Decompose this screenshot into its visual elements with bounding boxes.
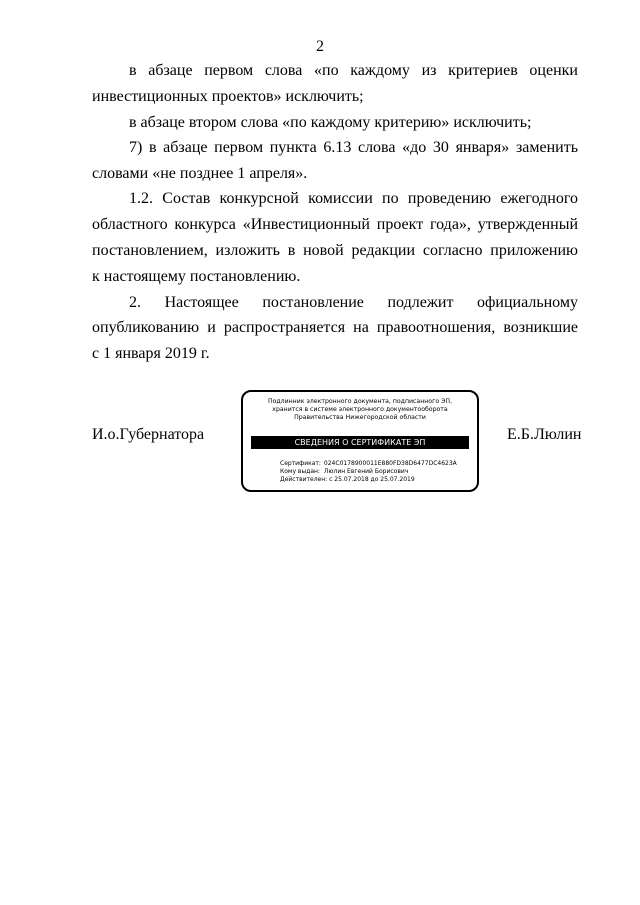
issued-to-label: Кому выдан: — [280, 468, 320, 476]
stamp-header-line: хранится в системе электронного документооборота — [272, 406, 448, 413]
paragraph-line: 2. Настоящее постановление подлежит официальному — [129, 294, 578, 311]
paragraph-line: с 1 января 2019 г. — [92, 345, 210, 362]
validity-label: Действителен: — [280, 476, 328, 484]
paragraph-line: в абзаце втором слова «по каждому критерию» исключить; — [129, 114, 532, 131]
validity-value: с 25.07.2018 до 25.07.2019 — [329, 476, 415, 484]
paragraph-line: постановлением, изложить в новой редакции согласно приложению — [92, 242, 578, 259]
validity-row — [280, 476, 457, 484]
stamp-details — [280, 460, 457, 485]
issued-to-row — [280, 468, 457, 476]
issued-to-value: Люлин Евгений Борисович — [323, 468, 409, 476]
paragraph-line: областного конкурса «Инвестиционный проект года», утвержденный — [92, 216, 578, 233]
paragraph-line: 1.2. Состав конкурсной комиссии по проведению ежегодного — [129, 190, 578, 207]
paragraph-line: 7) в абзаце первом пункта 6.13 слова «до 30 января» заменить — [129, 139, 578, 156]
signer-title: И.о.Губернатора — [92, 426, 205, 443]
paragraph-line: инвестиционных проектов» исключить; — [92, 88, 364, 105]
paragraph-line: опубликованию и распространяется на правоотношения, возникшие — [92, 319, 578, 336]
certificate-value: 024C0178900011E880FD38D6477DC4623A — [323, 460, 457, 467]
stamp-header-line: Подлинник электронного документа, подписанного ЭП, — [267, 398, 453, 405]
stamp-header-line: Правительства Нижегородской области — [294, 414, 426, 421]
paragraph-line: к настоящему постановлению. — [92, 268, 301, 285]
certificate-label: Сертификат: — [280, 460, 321, 467]
paragraph-line: в абзаце первом слова «по каждому из критериев оценки — [129, 62, 578, 79]
certificate-row — [280, 460, 457, 468]
paragraph-line: словами «не позднее 1 апреля». — [92, 165, 308, 182]
signer-name: Е.Б.Люлин — [507, 426, 582, 443]
stamp-banner: СВЕДЕНИЯ О СЕРТИФИКАТЕ ЭП — [251, 436, 469, 449]
page-number: 2 — [316, 38, 324, 55]
electronic-signature-stamp — [241, 390, 479, 492]
stamp-header — [243, 398, 477, 422]
